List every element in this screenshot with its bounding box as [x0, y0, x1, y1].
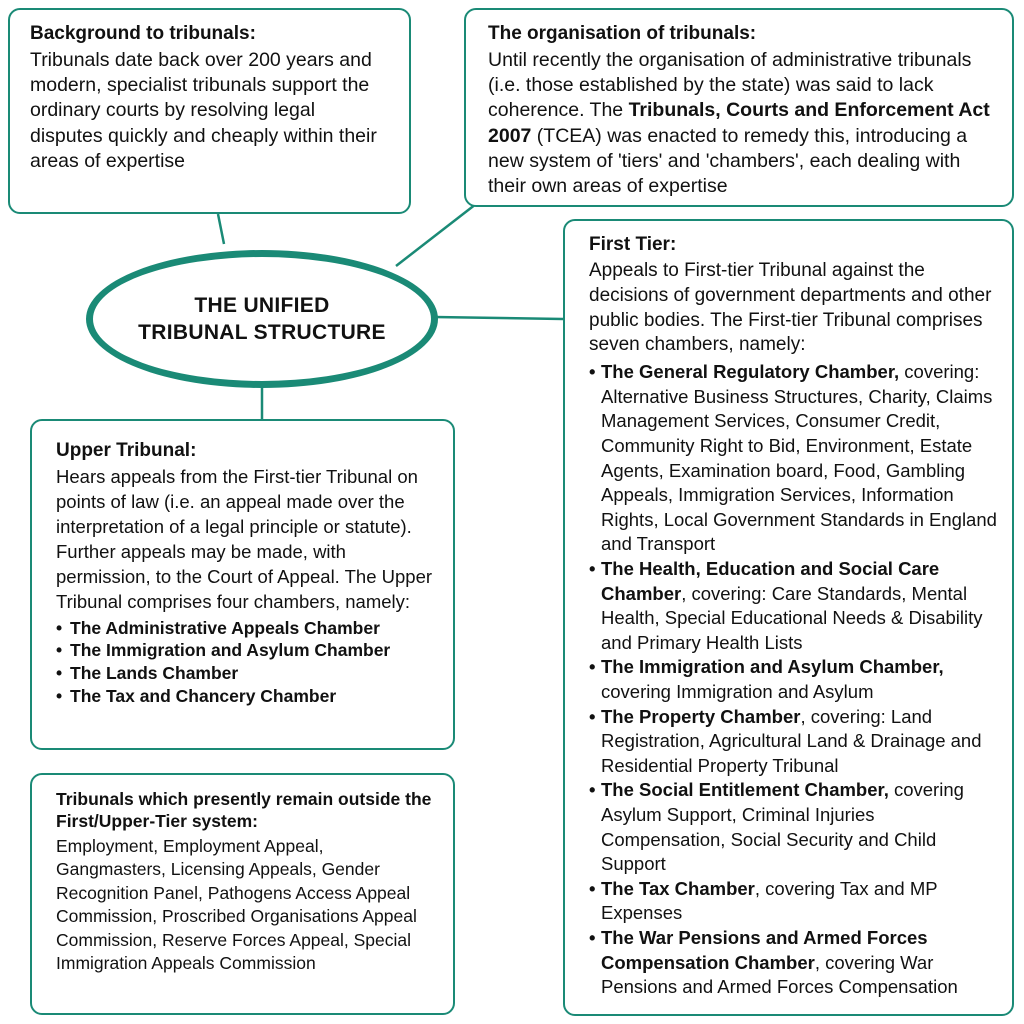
organisation-text	[488, 48, 994, 200]
first-tier-box	[563, 219, 1014, 1016]
chamber-name: The War Pensions and Armed Forces Compensation Chamber	[601, 926, 928, 973]
chamber-name: The General Regulatory Chamber,	[601, 361, 900, 383]
background-title: Background to tribunals:	[30, 23, 256, 44]
tcea-act-name: Tribunals, Courts and Enforcement Act 2007	[488, 99, 990, 147]
upper-tribunal-text: Hears appeals from the First-tier Tribunal on points of law (i.e. an appeal made over the interpretation of a legal principle or statute). Further appeals may be made, with permission, to the Court of Appeal. The Upper Tribunal comprises four chambers, namely:	[56, 465, 433, 612]
central-topic-line1: THE UNIFIED	[194, 293, 330, 317]
chamber-name: The Immigration and Asylum Chamber,	[601, 656, 944, 678]
chamber-desc: , covering War Pensions and Armed Forces Compensation	[601, 951, 958, 998]
chamber-desc: covering: Alternative Business Structures, Charity, Claims Management Services, Consumer Credit, Community Right to Bid, Environment, Estate Agents, Examination board, Food, Gambling Appeals, Immigration Services, Information Rights, Local Government Standards in England and Transport	[601, 361, 997, 555]
background-box	[8, 8, 411, 214]
first-tier-intro: Appeals to First-tier Tribunal against the decisions of government departments and other public bodies. The First-tier Tribunal comprises seven chambers, namely:	[589, 259, 992, 356]
chamber-name: The Social Entitlement Chamber,	[601, 779, 889, 801]
chamber-name: The Tax Chamber	[601, 877, 755, 899]
upper-chamber-item: • The Administrative Appeals Chamber	[56, 617, 437, 640]
first-tier-chamber-item	[589, 926, 998, 1000]
outside-system-title: Tribunals which presently remain outside the First/Upper-Tier system:	[56, 789, 432, 831]
organisation-title: The organisation of tribunals:	[488, 23, 757, 44]
chamber-name: The Health, Education and Social Care Chamber	[601, 558, 940, 604]
chamber-desc: , covering Tax and MP Expenses	[601, 877, 938, 924]
chamber-desc: covering Immigration and Asylum	[601, 680, 874, 702]
first-tier-title: First Tier:	[589, 234, 677, 255]
central-topic-line2: TRIBUNAL STRUCTURE	[138, 321, 386, 344]
upper-tribunal-chamber-list	[56, 617, 437, 709]
first-tier-chamber-item	[589, 655, 998, 704]
central-topic-ellipse	[86, 250, 438, 388]
first-tier-chamber-item	[589, 557, 998, 655]
upper-tribunal-box	[30, 419, 455, 750]
first-tier-chamber-item	[589, 778, 998, 876]
first-tier-chamber-item	[589, 705, 998, 779]
first-tier-chamber-item	[589, 360, 998, 557]
upper-chamber-item: • The Tax and Chancery Chamber	[56, 685, 437, 708]
connector-first-tier	[434, 317, 563, 319]
chamber-desc: , covering: Care Standards, Mental Health, Special Educational Needs & Disability and Primary Health Lists	[601, 582, 983, 653]
connector-background	[218, 214, 224, 244]
chamber-name: The Property Chamber	[601, 705, 801, 727]
first-tier-chamber-list	[589, 360, 998, 999]
chamber-desc: covering Asylum Support, Criminal Injuries Compensation, Social Security and Child Support	[601, 779, 964, 875]
upper-tribunal-title: Upper Tribunal:	[56, 440, 197, 461]
chamber-desc: , covering: Land Registration, Agricultural Land & Drainage and Residential Property Tribunal	[601, 705, 982, 776]
outside-system-text: Employment, Employment Appeal, Gangmasters, Licensing Appeals, Gender Recognition Panel, Pathogens Access Appeal Commission, Proscribed Organisations Appeal Commission, Reserve Forces Appeal, Special Immigration Appeals Commission	[56, 835, 417, 973]
connector-organisation	[396, 204, 476, 266]
organisation-text-after: (TCEA) was enacted to remedy this, introducing a new system of 'tiers' and 'chambers', each dealing with their own areas of expertise	[488, 124, 968, 198]
first-tier-chamber-item	[589, 877, 998, 926]
organisation-box	[464, 8, 1014, 207]
background-text: Tribunals date back over 200 years and modern, specialist tribunals support the ordinary courts by resolving legal disputes quickly and cheaply within their areas of expertise	[30, 48, 377, 173]
upper-chamber-item: • The Lands Chamber	[56, 662, 437, 685]
organisation-text-before: Until recently the organisation of administrative tribunals (i.e. those established by the state) was said to lack coherence. The	[488, 48, 972, 122]
upper-chamber-item: • The Immigration and Asylum Chamber	[56, 639, 437, 662]
outside-system-box	[30, 773, 455, 1015]
